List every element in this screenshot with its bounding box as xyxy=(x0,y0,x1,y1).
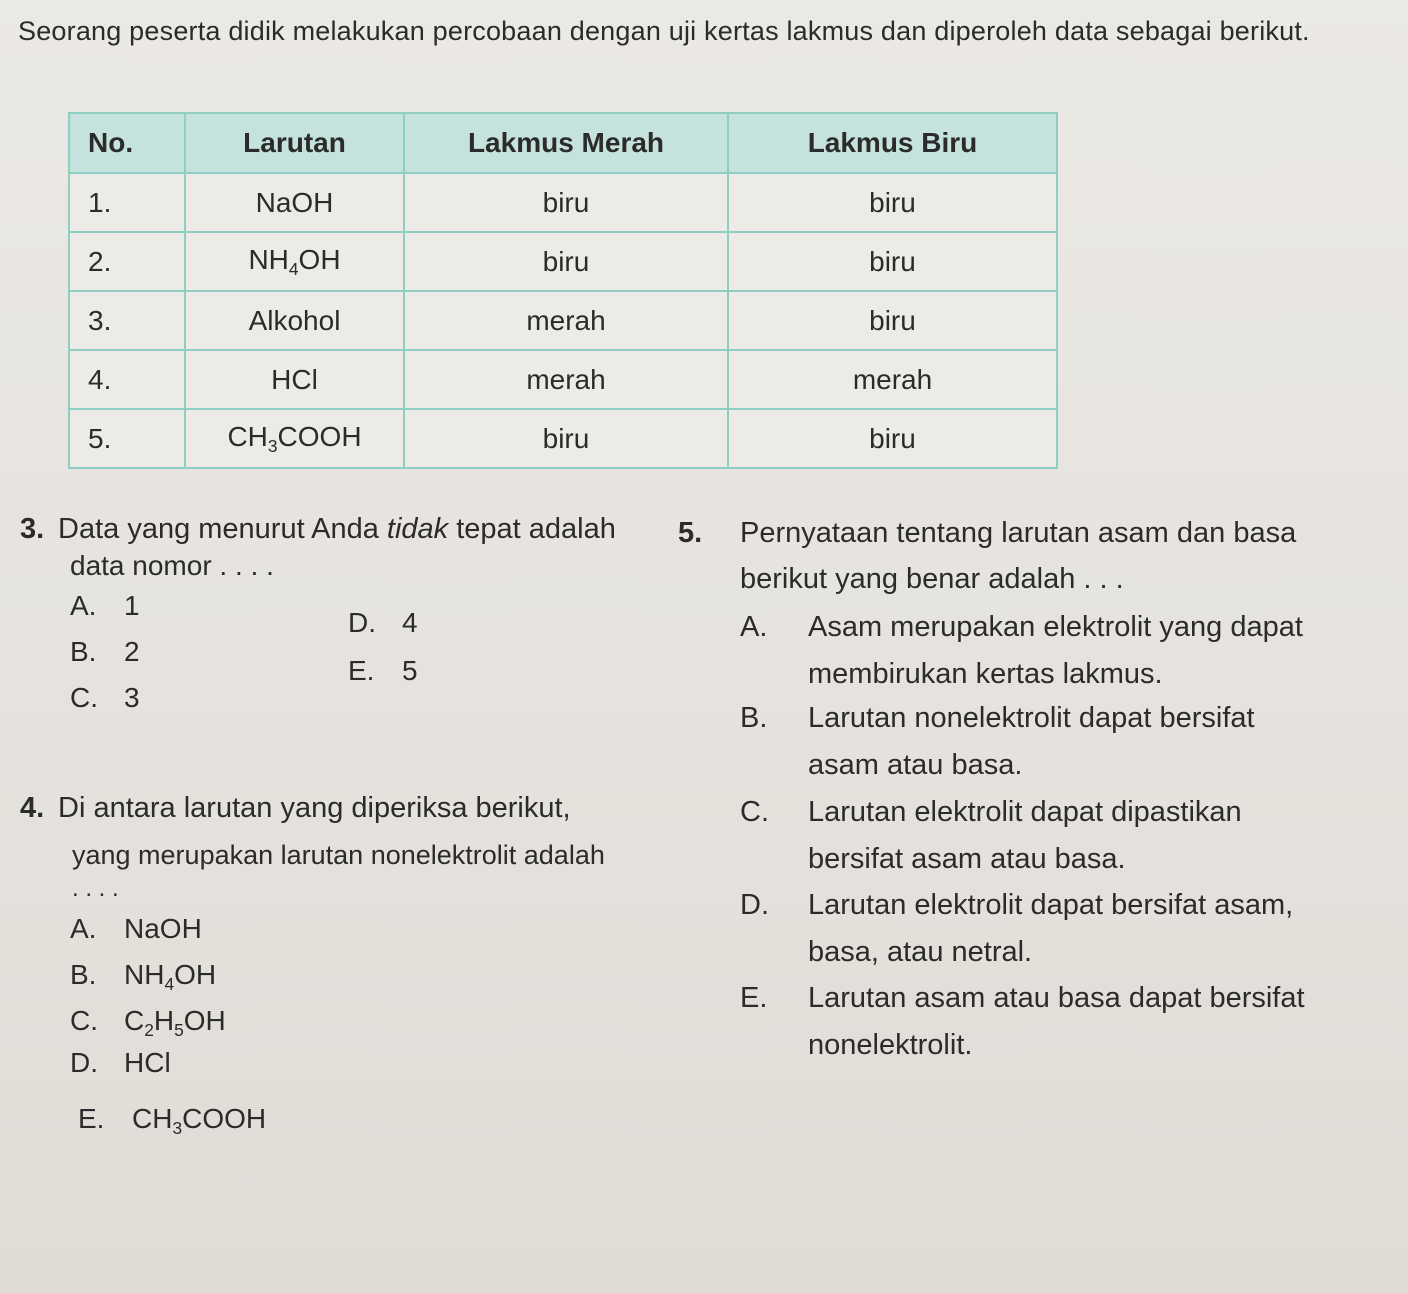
table-row xyxy=(69,173,1057,232)
table-row xyxy=(69,350,1057,409)
q4-option-e[interactable] xyxy=(78,1096,266,1151)
option-text: $C_2H_5OH$ xyxy=(124,1005,226,1040)
cell-lakmus-biru: biru xyxy=(728,291,1057,350)
question-3-number: 3. xyxy=(20,513,45,545)
option-text: $CH_3COOH$ xyxy=(132,1103,267,1138)
option-text-line2: membirukan kertas lakmus. xyxy=(808,658,1163,690)
cell-lakmus-merah: merah xyxy=(404,350,728,409)
question-5 xyxy=(678,510,1296,557)
q4-option-a[interactable] xyxy=(70,906,202,952)
question-5-line2: berikut yang benar adalah . . . xyxy=(740,563,1124,595)
option-letter: D. xyxy=(348,607,376,638)
option-letter: B. xyxy=(70,636,97,667)
q5-option-d[interactable] xyxy=(740,882,1293,929)
cell-larutan: Alkohol xyxy=(185,291,404,350)
option-text: 2 xyxy=(124,636,140,667)
question-4-number: 4. xyxy=(20,792,45,824)
question-5-line1: Pernyataan tentang larutan asam dan basa xyxy=(740,517,1297,549)
header-no: No. xyxy=(69,113,185,173)
option-text: $NH_4OH$ xyxy=(124,959,217,994)
option-text-line1: Larutan elektrolit dapat dipastikan xyxy=(808,796,1242,828)
option-text: 3 xyxy=(124,682,140,713)
q3-option-c[interactable] xyxy=(70,675,140,721)
q5-option-e[interactable] xyxy=(740,975,1305,1022)
cell-lakmus-merah: biru xyxy=(404,409,728,468)
option-letter: C. xyxy=(70,1005,98,1036)
question-5-number: 5. xyxy=(678,517,703,549)
cell-no: 4. xyxy=(69,350,185,409)
option-text-line1: Larutan nonelektrolit dapat bersifat xyxy=(808,702,1255,734)
option-text: 5 xyxy=(402,655,418,686)
q3-option-d[interactable] xyxy=(348,600,418,646)
q3-option-a[interactable] xyxy=(70,583,140,629)
intro-text: Seorang peserta didik melakukan percobaan dengan uji kertas lakmus dan diperoleh data sebagai berikut. xyxy=(18,16,1310,46)
question-4-line3: . . . . xyxy=(72,875,119,902)
option-letter: E. xyxy=(348,655,375,686)
header-larutan: Larutan xyxy=(185,113,404,173)
cell-larutan: NaOH xyxy=(185,173,404,232)
q5-option-a[interactable] xyxy=(740,604,1303,651)
litmus-table xyxy=(68,112,1058,469)
option-text: 4 xyxy=(402,607,418,638)
cell-no: 2. xyxy=(69,232,185,291)
q5-option-c[interactable] xyxy=(740,789,1242,836)
cell-lakmus-biru: biru xyxy=(728,173,1057,232)
cell-lakmus-biru: merah xyxy=(728,350,1057,409)
question-3-text-b: tepat adalah xyxy=(448,513,616,545)
cell-larutan: $NH_4OH$ xyxy=(185,232,404,291)
option-letter: B. xyxy=(740,702,768,734)
option-letter: E. xyxy=(740,982,768,1014)
option-text-line2: bersifat asam atau basa. xyxy=(808,843,1126,875)
cell-lakmus-merah: biru xyxy=(404,232,728,291)
table-row xyxy=(69,232,1057,291)
table-row xyxy=(69,409,1057,468)
cell-no: 3. xyxy=(69,291,185,350)
cell-lakmus-merah: merah xyxy=(404,291,728,350)
cell-no: 5. xyxy=(69,409,185,468)
q5-option-b[interactable] xyxy=(740,695,1255,742)
cell-larutan: $CH_3COOH$ xyxy=(185,409,404,468)
q4-option-d[interactable] xyxy=(70,1040,171,1086)
option-text-line1: Larutan elektrolit dapat bersifat asam, xyxy=(808,889,1294,921)
option-letter: A. xyxy=(70,913,97,944)
option-letter: E. xyxy=(78,1103,105,1134)
option-text: 1 xyxy=(124,590,140,621)
option-text: HCl xyxy=(124,1047,171,1078)
cell-lakmus-biru: biru xyxy=(728,232,1057,291)
option-text-line1: Larutan asam atau basa dapat bersifat xyxy=(808,982,1305,1014)
option-text-line2: basa, atau netral. xyxy=(808,936,1033,968)
cell-lakmus-biru: biru xyxy=(728,409,1057,468)
option-letter: C. xyxy=(70,682,98,713)
question-3-line2: data nomor . . . . xyxy=(70,550,274,581)
question-4 xyxy=(20,785,571,832)
option-letter: B. xyxy=(70,959,97,990)
option-letter: D. xyxy=(740,889,769,921)
question-4-line2: yang merupakan larutan nonelektrolit adalah xyxy=(72,840,605,870)
header-lakmus-merah: Lakmus Merah xyxy=(404,113,728,173)
option-letter: C. xyxy=(740,796,769,828)
option-text: NaOH xyxy=(124,913,202,944)
header-lakmus-biru: Lakmus Biru xyxy=(728,113,1057,173)
cell-lakmus-merah: biru xyxy=(404,173,728,232)
question-3-emphasis: tidak xyxy=(386,513,449,545)
option-text-line1: Asam merupakan elektrolit yang dapat xyxy=(808,611,1303,643)
option-letter: A. xyxy=(70,590,97,621)
cell-larutan: HCl xyxy=(185,350,404,409)
q3-option-b[interactable] xyxy=(70,629,140,675)
option-letter: D. xyxy=(70,1047,98,1078)
option-text-line2: asam atau basa. xyxy=(808,749,1023,781)
table-row xyxy=(69,291,1057,350)
option-text-line2: nonelektrolit. xyxy=(808,1029,973,1061)
option-letter: A. xyxy=(740,611,768,643)
table-header-row xyxy=(69,113,1057,173)
question-4-line1: Di antara larutan yang diperiksa berikut, xyxy=(58,792,571,824)
cell-no: 1. xyxy=(69,173,185,232)
q3-option-e[interactable] xyxy=(348,648,418,694)
question-3-text-a: Data yang menurut Anda xyxy=(58,513,387,545)
